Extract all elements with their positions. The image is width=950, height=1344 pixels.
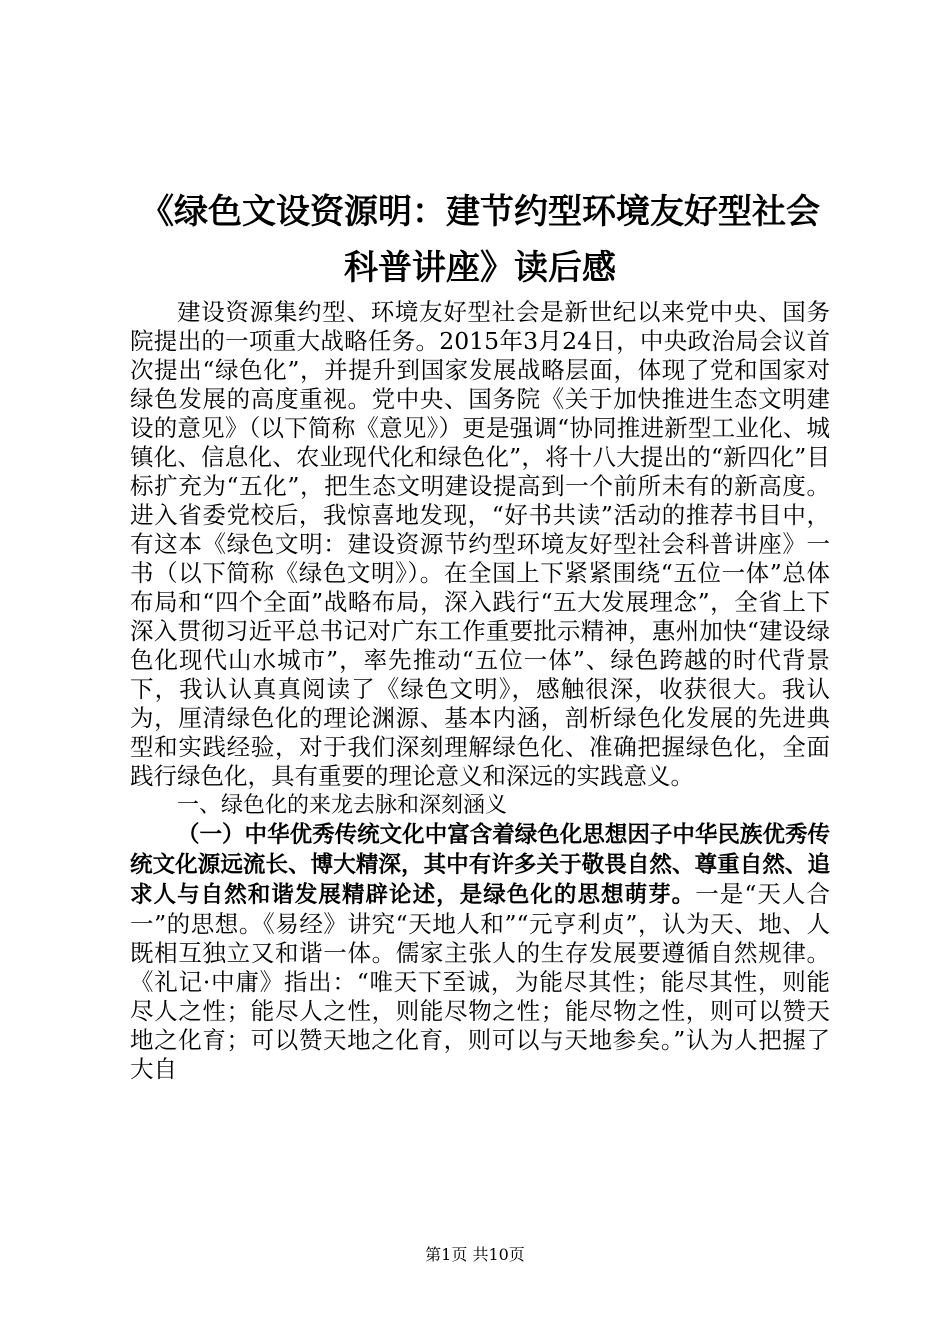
document-title-line2: 科普讲座》读后感 xyxy=(344,248,616,288)
paragraph-2-text: 一是“天人合一”的思想。《易经》讲究“天地人和”“元亨利贞”，认为天、地、人既相互独立又和谐一体。儒家主张人的生存发展要遵循自然规律。《礼记·中庸》指出：“唯天下至诚，为能尽其性；能尽其性，则能尽人之性；能尽人之性，则能尽物之性；能尽物之性，则可以赞天地之化育；可以赞天地之化育，则可以与天地参矣。”认为人把握了大自 xyxy=(130,880,830,1083)
document-title-line1: 《绿色文设资源明：建节约型环境友好型社会 xyxy=(140,192,820,232)
section-heading-1: 一、绿色化的来龙去脉和深刻涵义 xyxy=(177,793,508,818)
body-paragraph-1: 建设资源集约型、环境友好型社会是新世纪以来党中央、国务院提出的一项重大战略任务。2015年3月24日，中央政治局会议首次提出“绿色化”，并提升到国家发展战略层面，体现了党和国家对绿色发展的高度重视。党中央、国务院《关于加快推进生态文明建设的意见》（以下简称《意见》）更是强调“协同推进新型工业化、城镇化、信息化、农业现代化和绿色化”，将十八大提出的“新四化”目标扩充为“五化”，把生态文明建设提高到一个前所未有的新高度。进入省委党校后，我惊喜地发现，“好书共读”活动的推荐书目中，有这本《绿色文明：建设资源节约型环境友好型社会科普讲座》一书（以下简称《绿色文明》）。在全国上下紧紧围绕“五位一体”总体布局和“四个全面”战略布局，深入践行“五大发展理念”，全省上下深入贯彻习近平总书记对广东工作重要批示精神，惠州加快“建设绿色化现代山水城市”，率先推动“五位一体”、绿色跨越的时代背景下，我认认真真阅读了《绿色文明》，感触很深，收获很大。我认为，厘清绿色化的理论渊源、基本内涵，剖析绿色化发展的先进典型和实践经验，对于我们深刻理解绿色化、准确把握绿色化，全面践行绿色化，具有重要的理论意义和深远的实践意义。 xyxy=(130,298,830,790)
body-paragraph-2 xyxy=(130,820,830,1084)
paragraph-2-bold-lead: （一）中华优秀传统文化中富含着绿色化思想因子中华民族优秀传统文化源远流长、博大精深，其中有许多关于敬畏自然、尊重自然、追求人与自然和谐发展精辟论述，是绿色化的思想萌芽。 xyxy=(130,822,830,908)
document-body xyxy=(130,298,830,1084)
page-number-footer: 第1页 共10页 xyxy=(425,1245,525,1264)
